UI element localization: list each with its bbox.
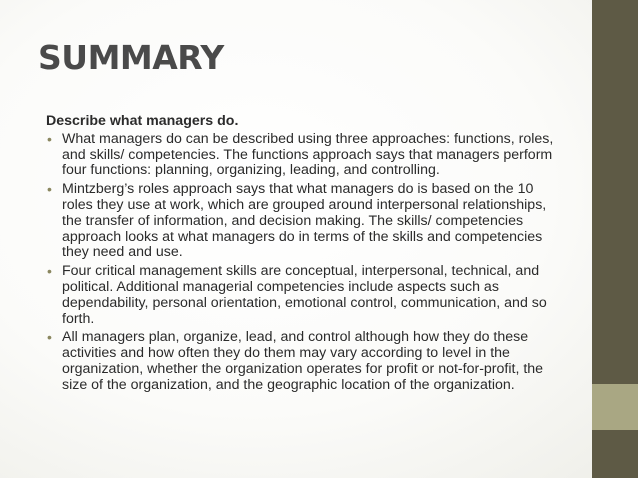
bullet-text: All managers plan, organize, lead, and control although how they do these activities and how often they do them may vary according to level in the organization, whether the organization operates for profit or not-for-profit, the size of the organization, and the geographic location of the organization.: [62, 329, 544, 393]
bullet-list: [46, 132, 566, 394]
sidebar-bar-top: [592, 0, 638, 384]
bullet-text: What managers do can be described using three approaches: functions, roles, and skills/ competencies. The functions approach says that managers perform four functions: planning, organizing, leading, and controlling.: [62, 130, 554, 179]
bullet-item: [46, 330, 566, 393]
bullet-text: Four critical management skills are conceptual, interpersonal, technical, and political. Additional managerial competencies include aspects such as dependability, personal orientation, emotional control, communication, and so forth.: [62, 263, 547, 327]
slide-title: SUMMARY: [38, 38, 224, 77]
subheading: Describe what managers do.: [46, 113, 239, 129]
sidebar-accent-block: [592, 384, 638, 430]
bullet-item: [46, 264, 566, 327]
bullet-icon: •: [47, 329, 52, 346]
bullet-icon: •: [47, 130, 52, 147]
bullet-item: [46, 132, 566, 179]
bullet-item: [46, 182, 566, 261]
bullet-icon: •: [47, 181, 52, 198]
slide-body: [46, 114, 566, 397]
sidebar-bar-bottom: [592, 430, 638, 478]
bullet-icon: •: [47, 263, 52, 280]
bullet-text: Mintzberg’s roles approach says that what managers do is based on the 10 roles they use at work, which are grouped around interpersonal relationships, the transfer of information, and decision making. The skills/ competencies approach looks at what managers do in terms of the skills and competencies they need and use.: [62, 181, 547, 261]
